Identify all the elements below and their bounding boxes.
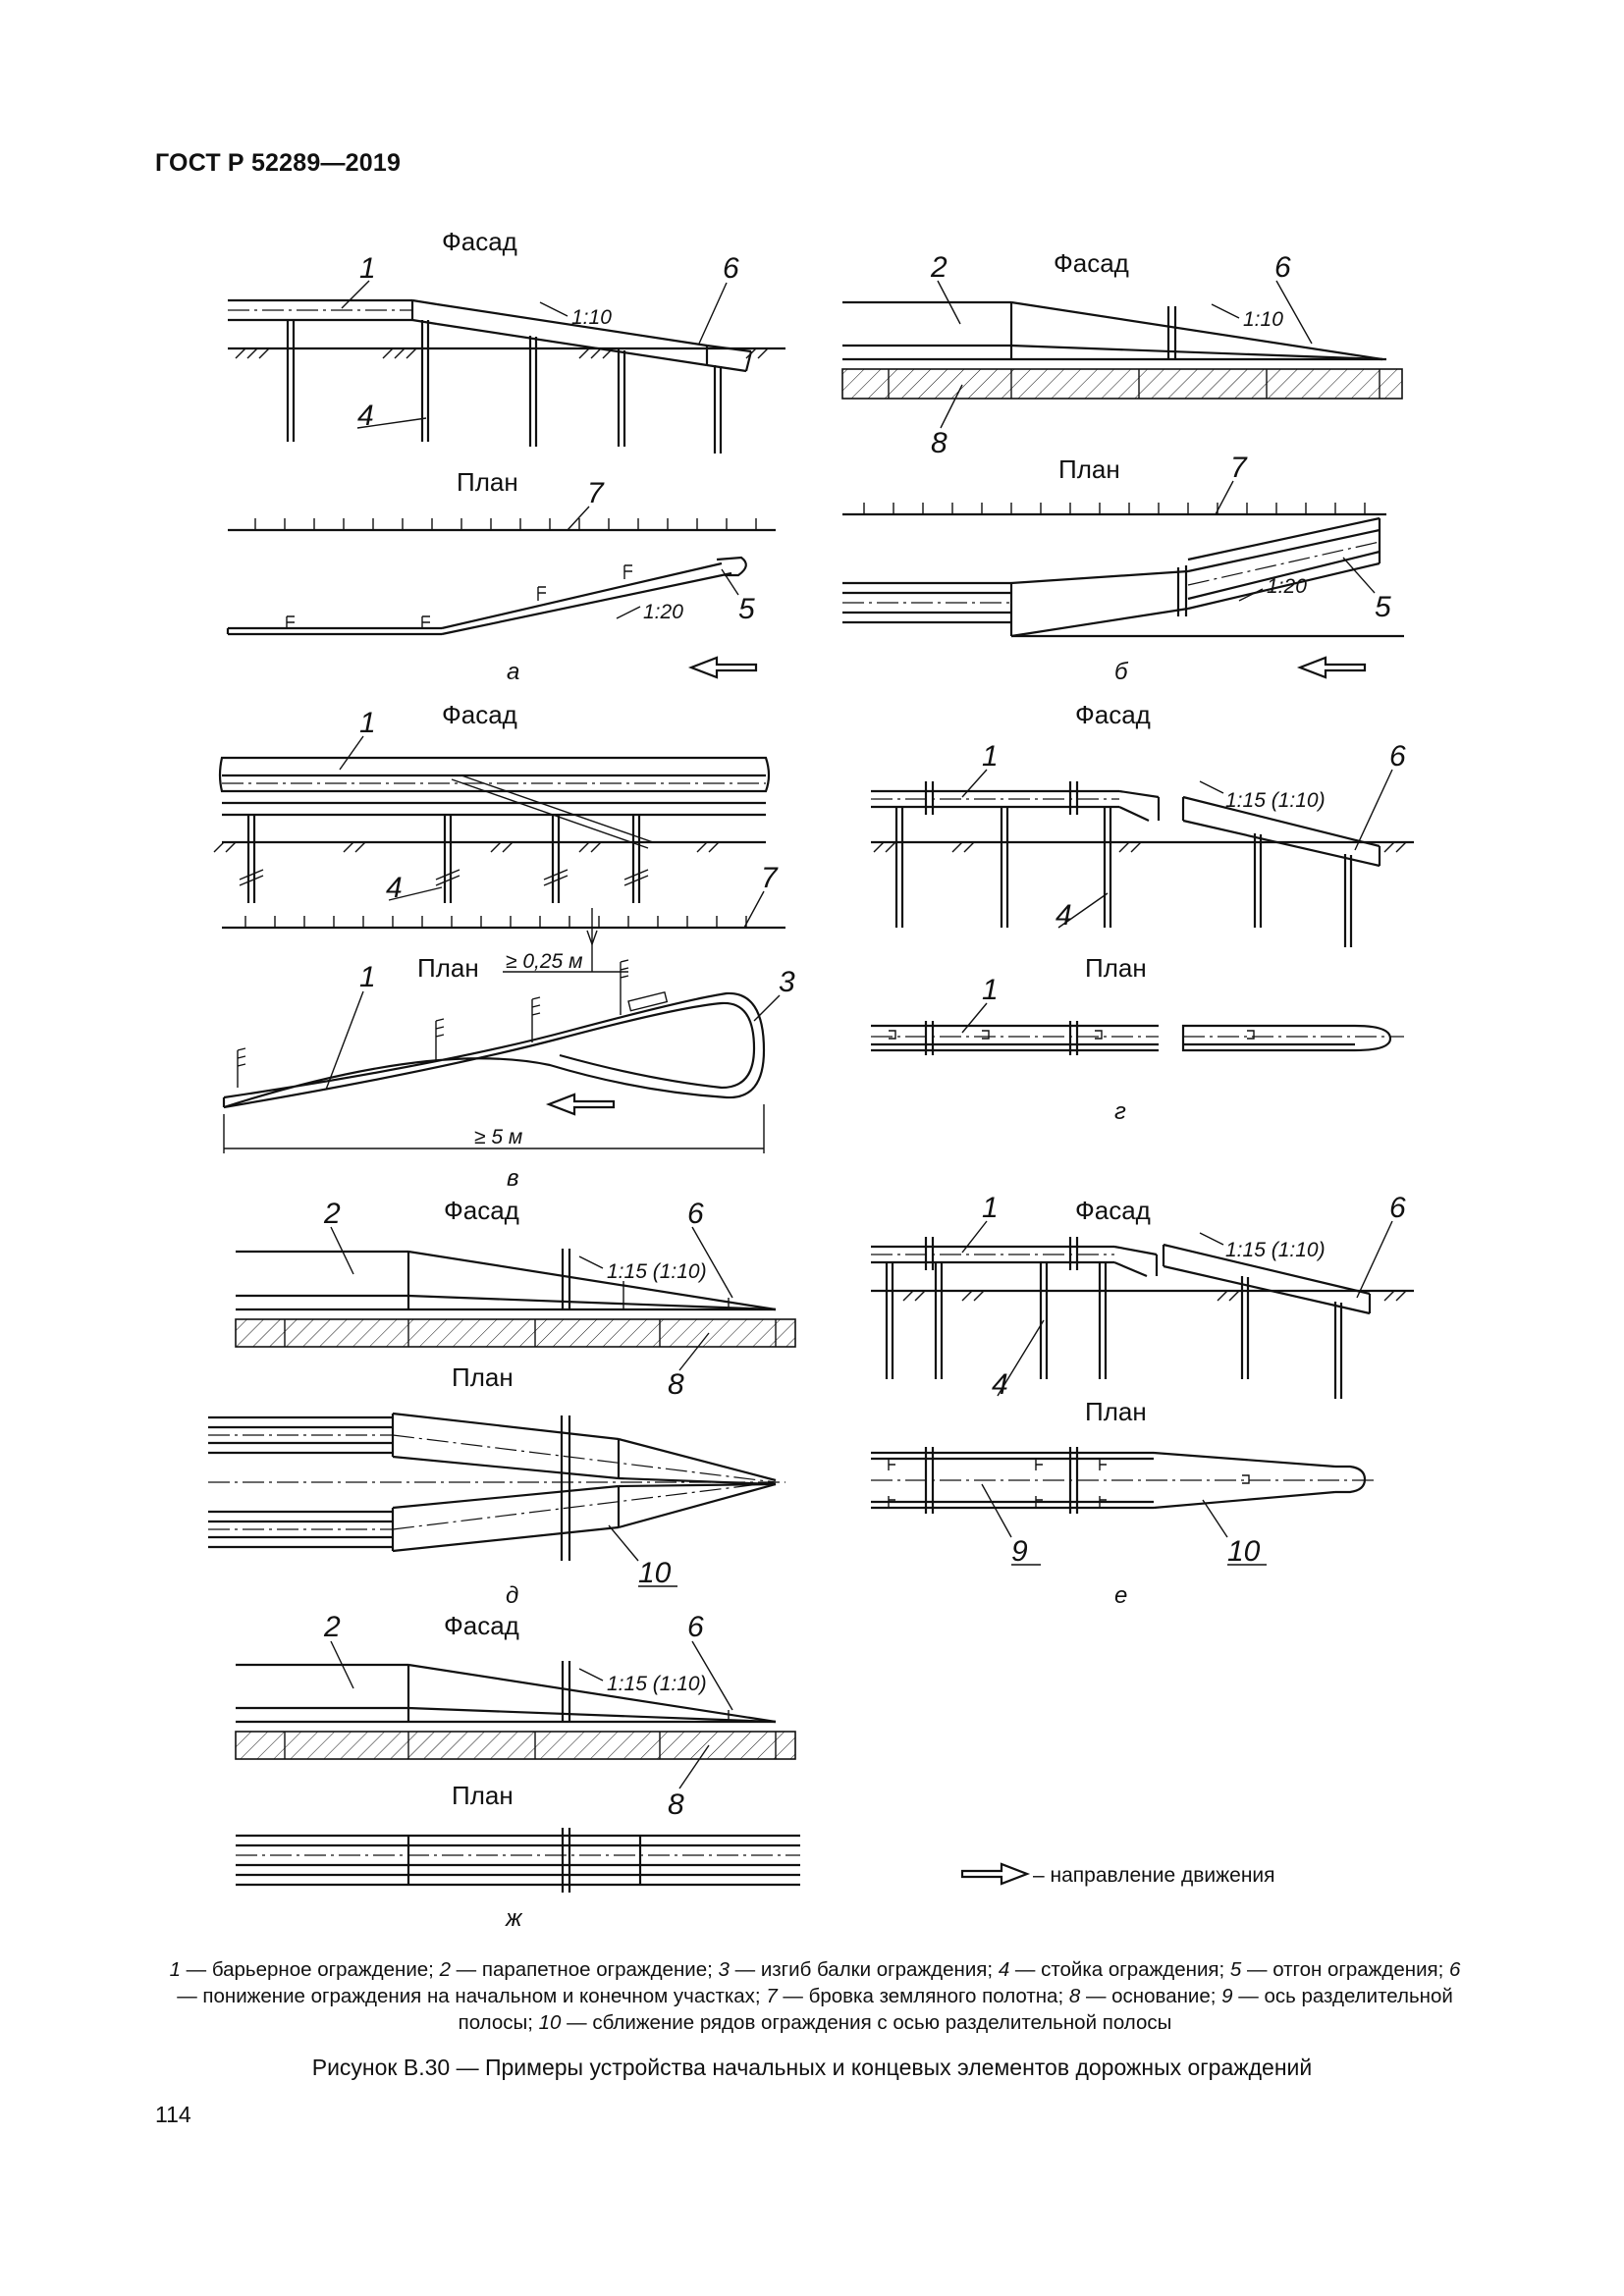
panel-d-facade-title: Фасад xyxy=(444,1196,519,1225)
panel-g xyxy=(871,700,1414,1125)
panel-v-facade-title: Фасад xyxy=(442,700,517,729)
panel-zh-label-6: 6 xyxy=(687,1611,704,1643)
panel-e-facade-title: Фасад xyxy=(1075,1196,1151,1225)
panel-d-label-8: 8 xyxy=(668,1368,684,1401)
panel-zh-letter: ж xyxy=(506,1905,522,1932)
panel-d-label-6: 6 xyxy=(687,1198,704,1230)
panel-a-facade-title: Фасад xyxy=(442,227,517,256)
direction-arrow-icon xyxy=(962,1864,1027,1884)
panel-b-letter: б xyxy=(1114,659,1128,685)
panel-e-label-9: 9 xyxy=(1011,1535,1028,1568)
legend-item-8: 8 — основание; xyxy=(1068,1985,1222,2007)
panel-d-letter: д xyxy=(506,1582,519,1609)
panel-g-facade-title: Фасад xyxy=(1075,700,1151,729)
panel-zh xyxy=(236,1611,800,1932)
panel-e-letter: е xyxy=(1114,1582,1128,1609)
panel-e-label-4: 4 xyxy=(992,1368,1008,1401)
panel-v-letter: в xyxy=(507,1165,519,1192)
panel-a-label-5: 5 xyxy=(738,593,755,625)
panel-g-label-1a: 1 xyxy=(982,740,999,773)
panel-a-label-6: 6 xyxy=(723,252,739,285)
panel-b-slope-plan: 1:20 xyxy=(1267,575,1307,598)
panel-b-slope-facade: 1:10 xyxy=(1243,308,1283,331)
panel-b-plan-title: План xyxy=(1058,454,1120,484)
document-header: ГОСТ Р 52289—2019 xyxy=(155,149,402,177)
panel-a xyxy=(228,227,785,685)
panel-e xyxy=(871,1192,1414,1609)
page-number: 114 xyxy=(155,2102,191,2127)
panel-e-plan-title: План xyxy=(1085,1397,1147,1426)
figure-legend xyxy=(157,1956,1473,2036)
panel-d-label-10: 10 xyxy=(638,1557,672,1589)
panel-a-letter: а xyxy=(507,659,520,685)
panel-zh-label-2: 2 xyxy=(324,1611,341,1643)
panel-a-label-1: 1 xyxy=(359,252,376,285)
panel-v-label-1a: 1 xyxy=(359,707,376,739)
panel-v-label-4: 4 xyxy=(386,872,403,904)
panel-v-label-7: 7 xyxy=(761,862,778,894)
legend-item-6: 6 — понижение ограждения на начальном и конечном участках; xyxy=(177,1958,1461,2007)
panel-d-slope-facade: 1:15 (1:10) xyxy=(607,1260,707,1283)
panel-e-label-10: 10 xyxy=(1227,1535,1261,1568)
legend-item-9: 9 — ось разделительной полосы; xyxy=(458,1985,1453,2034)
panel-v-length: ≥ 5 м xyxy=(474,1126,523,1148)
panel-a-slope-facade: 1:10 xyxy=(571,306,612,329)
panel-a-slope-plan: 1:20 xyxy=(643,601,683,623)
panel-e-label-1: 1 xyxy=(982,1192,999,1224)
panel-g-letter: г xyxy=(1114,1098,1126,1125)
panel-b-label-5: 5 xyxy=(1375,591,1391,623)
panel-b-label-8: 8 xyxy=(931,427,947,459)
panel-d-plan-title: План xyxy=(452,1362,514,1392)
panel-b xyxy=(842,248,1404,685)
panel-zh-label-8: 8 xyxy=(668,1789,684,1821)
legend-item-2: 2 — парапетное ограждение; xyxy=(439,1958,719,1981)
panel-zh-slope-facade: 1:15 (1:10) xyxy=(607,1673,707,1695)
figure-caption: Рисунок В.30 — Примеры устройства начальных и концевых элементов дорожных ограждений xyxy=(311,2055,1313,2080)
direction-legend: – направление движения xyxy=(1033,1864,1275,1887)
panel-a-plan-title: План xyxy=(457,467,518,497)
panel-v-label-1b: 1 xyxy=(359,961,376,993)
panel-d-label-2: 2 xyxy=(324,1198,341,1230)
legend-item-3: 3 — изгиб балки ограждения; xyxy=(718,1958,999,1981)
panel-g-label-1b: 1 xyxy=(982,974,999,1006)
panel-zh-facade-title: Фасад xyxy=(444,1611,519,1640)
panel-a-label-4: 4 xyxy=(357,400,374,432)
panel-b-label-6: 6 xyxy=(1274,251,1291,284)
legend-item-4: 4 — стойка ограждения; xyxy=(998,1958,1230,1981)
panel-v-plan-title: План xyxy=(417,953,479,983)
panel-b-facade-title: Фасад xyxy=(1054,248,1129,278)
panel-g-label-4: 4 xyxy=(1056,899,1072,932)
legend-item-1: 1 — барьерное ограждение; xyxy=(169,1958,440,1981)
panel-b-label-7: 7 xyxy=(1230,452,1247,484)
panel-g-plan-title: План xyxy=(1085,953,1147,983)
legend-item-7: 7 — бровка земляного полотна; xyxy=(766,1985,1069,2007)
panel-g-label-6: 6 xyxy=(1389,740,1406,773)
panel-e-slope-facade: 1:15 (1:10) xyxy=(1225,1239,1326,1261)
panel-d xyxy=(208,1196,795,1609)
panel-v-label-3: 3 xyxy=(779,966,795,998)
panel-b-label-2: 2 xyxy=(931,251,947,284)
legend-item-5: 5 — отгон ограждения; xyxy=(1229,1958,1450,1981)
panel-zh-plan-title: План xyxy=(452,1781,514,1810)
panel-a-label-7: 7 xyxy=(587,477,604,509)
panel-g-slope-facade: 1:15 (1:10) xyxy=(1225,789,1326,812)
panel-v xyxy=(214,700,795,1192)
legend-item-10: 10 — сближение рядов ограждения с осью разделительной полосы xyxy=(538,2011,1172,2034)
panel-v-offset: ≥ 0,25 м xyxy=(506,950,583,973)
panel-e-label-6: 6 xyxy=(1389,1192,1406,1224)
